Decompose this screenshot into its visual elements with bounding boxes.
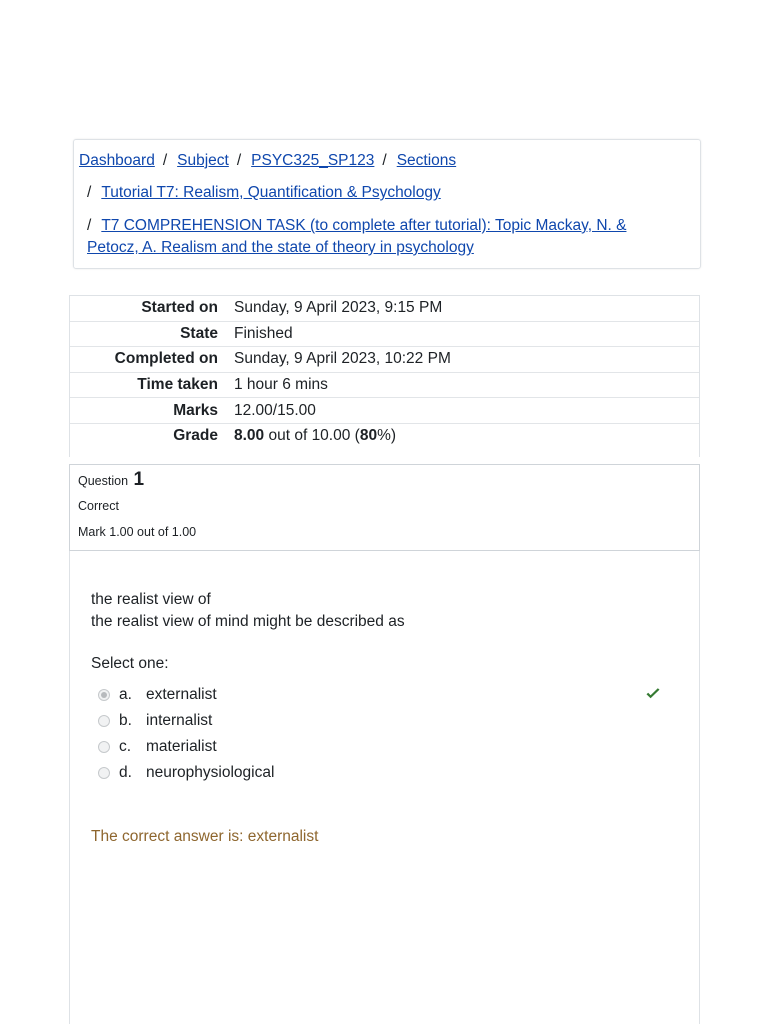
breadcrumb-separator: / (162, 152, 168, 169)
option-text: externalist (146, 686, 217, 703)
summary-value: 1 hour 6 mins (234, 376, 328, 394)
summary-row-marks (70, 398, 699, 424)
summary-label: Time taken (137, 376, 218, 394)
attempt-summary-table (69, 295, 700, 457)
summary-row-grade (70, 424, 699, 457)
breadcrumb-separator: / (236, 152, 242, 169)
option-letter: a. (119, 686, 132, 703)
select-one-prompt: Select one: (91, 655, 169, 672)
question-info (69, 464, 700, 551)
summary-value: Sunday, 9 April 2023, 9:15 PM (234, 299, 443, 317)
breadcrumb-separator: / (87, 184, 92, 201)
question-text-line: the realist view of (91, 591, 211, 608)
answer-options (98, 682, 673, 786)
option-text: materialist (146, 738, 217, 755)
summary-value: 12.00/15.00 (234, 401, 316, 419)
summary-label: Completed on (114, 350, 218, 368)
breadcrumb (73, 139, 701, 269)
breadcrumb-line-1 (79, 150, 456, 172)
summary-label: Marks (173, 401, 218, 419)
question-text (91, 589, 405, 633)
radio-button-selected[interactable] (98, 689, 110, 701)
question-state: Correct (78, 499, 119, 513)
radio-button[interactable] (98, 741, 110, 753)
grade-score: 8.00 (234, 426, 265, 444)
check-icon (645, 686, 661, 702)
breadcrumb-sections[interactable]: Sections (396, 152, 457, 169)
breadcrumb-tutorial[interactable]: Tutorial T7: Realism, Quantification & Psychology (101, 184, 441, 201)
question-label: Question (78, 474, 129, 488)
question-text-line: the realist view of mind might be described as (91, 613, 405, 630)
summary-row-state (70, 322, 699, 348)
breadcrumb-separator: / (87, 217, 92, 234)
grade-out-of: out of 10.00 ( (264, 426, 360, 444)
summary-label: Grade (173, 426, 218, 444)
breadcrumb-task[interactable]: T7 COMPREHENSION TASK (to complete after tutorial): Topic Mackay, N. & Petocz, A. Realism and the state of theory in psychology (87, 217, 627, 256)
breadcrumb-line-3 (87, 215, 667, 259)
answer-option-b[interactable] (98, 708, 673, 734)
summary-value: Sunday, 9 April 2023, 10:22 PM (234, 350, 451, 368)
summary-row-completed (70, 347, 699, 373)
question-number (78, 469, 144, 491)
breadcrumb-course[interactable]: PSYC325_SP123 (251, 152, 375, 169)
answer-option-a[interactable] (98, 682, 673, 708)
radio-button[interactable] (98, 715, 110, 727)
grade-value (234, 427, 699, 445)
grade-percent: 80 (359, 426, 378, 444)
breadcrumb-subject[interactable]: Subject (177, 152, 229, 169)
correct-answer-feedback: The correct answer is: externalist (91, 828, 319, 845)
summary-row-time-taken (70, 373, 699, 399)
question-mark: Mark 1.00 out of 1.00 (78, 525, 197, 539)
summary-row-started (70, 296, 699, 322)
summary-value: Finished (234, 324, 293, 342)
option-letter: c. (119, 738, 132, 755)
breadcrumb-separator: / (382, 152, 387, 169)
option-text: neurophysiological (146, 764, 275, 781)
option-letter: b. (119, 712, 132, 729)
question-content (69, 551, 700, 1024)
grade-suffix: %) (377, 426, 397, 444)
summary-label: Started on (141, 299, 218, 317)
option-text: internalist (146, 712, 213, 729)
radio-button[interactable] (98, 767, 110, 779)
answer-option-c[interactable] (98, 734, 673, 760)
breadcrumb-dashboard[interactable]: Dashboard (79, 152, 155, 169)
question-number-value: 1 (133, 469, 145, 490)
breadcrumb-line-2 (87, 182, 441, 204)
summary-label: State (180, 324, 218, 342)
option-letter: d. (119, 764, 132, 781)
answer-option-d[interactable] (98, 760, 673, 786)
